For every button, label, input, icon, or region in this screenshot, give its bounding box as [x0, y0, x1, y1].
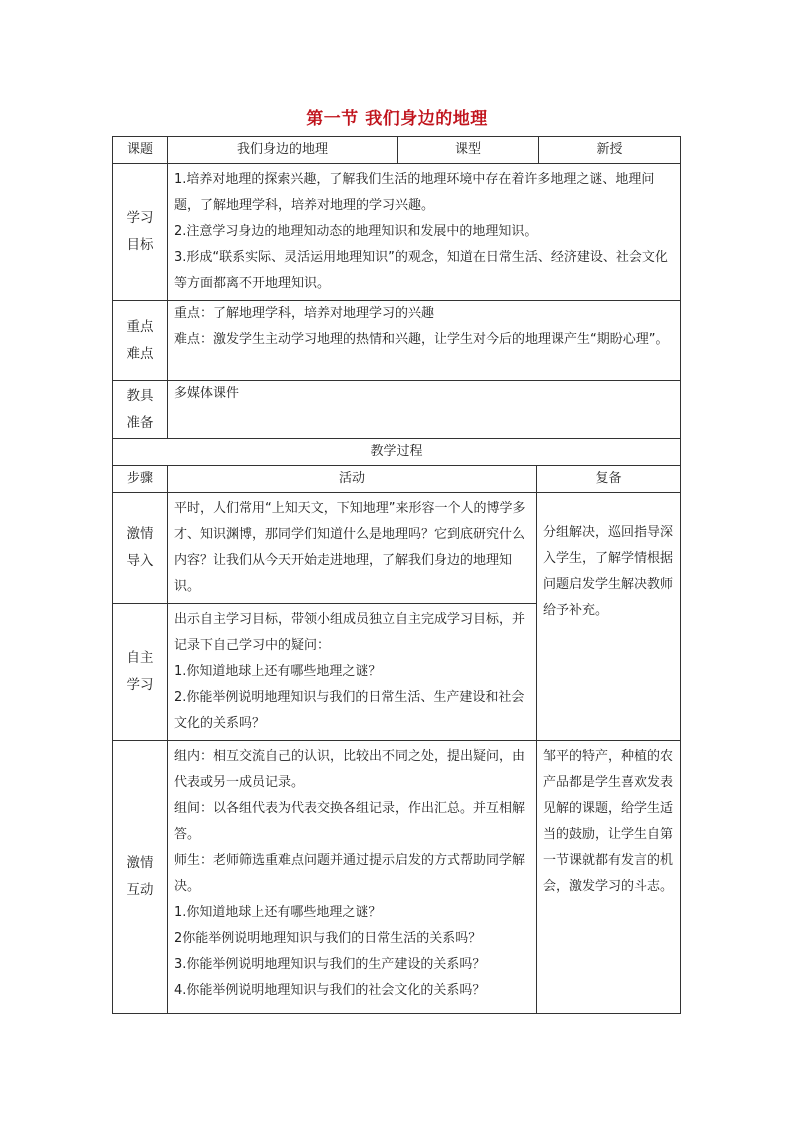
type-label: 课型 [398, 137, 539, 164]
activity-line: 1.你知道地球上还有哪些地理之谜？ [174, 905, 382, 920]
step-activity [168, 604, 537, 741]
keypoints-label: 重点 难点 [113, 301, 168, 381]
keypoint-item: 难点：激发学生主动学习地理的热情和兴趣，让学生对今后的地理课产生“期盼心理”。 [174, 332, 669, 347]
topic-label: 课题 [113, 137, 168, 164]
step-activity [168, 741, 537, 1014]
step-label: 激情 互动 [113, 741, 168, 1014]
tools-content: 多媒体课件 [168, 381, 681, 439]
activity-line: 组内：相互交流自己的认识，比较出不同之处，提出疑问，由代表或另一成员记录。 [174, 749, 526, 790]
goals-content [168, 164, 681, 301]
keypoints-content [168, 301, 681, 381]
process-heading: 教学过程 [113, 439, 681, 466]
col-note-header: 复备 [537, 466, 681, 493]
goal-item: 3.形成“联系实际、灵活运用地理知识”的观念，知道在日常生活、经济建设、社会文化等方面都离不开地理知识。 [174, 250, 668, 291]
col-activity-header: 活动 [168, 466, 537, 493]
col-step-header: 步骤 [113, 466, 168, 493]
page-title: 第一节 我们身边的地理 [306, 109, 488, 129]
type-value: 新授 [539, 137, 681, 164]
goals-label: 学习 目标 [113, 164, 168, 301]
activity-line: 2你能举例说明地理知识与我们的日常生活的关系吗？ [174, 931, 482, 946]
keypoint-item: 重点：了解地理学科，培养对地理学习的兴趣 [174, 306, 435, 321]
goal-item: 1.培养对地理的探索兴趣，了解我们生活的地理环境中存在着许多地理之谜、地理问题，了解地理学科，培养对地理的学习兴趣。 [174, 172, 655, 213]
activity-line: 4.你能举例说明地理知识与我们的社会文化的关系吗？ [174, 983, 486, 998]
activity-line: 师生：老师筛选重难点问题并通过提示启发的方式帮助同学解决。 [174, 853, 526, 894]
lesson-plan-table [112, 136, 681, 1014]
step-note: 邹平的特产，种植的农产品都是学生喜欢发表见解的课题，给学生适当的鼓励，让学生自第一节课就都有发言的机会，激发学习的斗志。 [537, 741, 681, 1014]
goal-item: 2.注意学习身边的地理知动态的地理知识和发展中的地理知识。 [174, 224, 538, 239]
activity-line: 出示自主学习目标，带领小组成员独立自主完成学习目标，并记录下自己学习中的疑问： [174, 612, 526, 653]
activity-line: 组间：以各组代表为代表交换各组记录，作出汇总。并互相解答。 [174, 801, 526, 842]
activity-line: 3.你能举例说明地理知识与我们的生产建设的关系吗？ [174, 957, 486, 972]
topic-value: 我们身边的地理 [168, 137, 398, 164]
tools-label: 教具 准备 [113, 381, 168, 439]
activity-line: 平时，人们常用“上知天文，下知地理”来形容一个人的博学多才、知识渊博，那同学们知道什么是地理吗？它到底研究什么内容？让我们从今天开始走进地理，了解我们身边的地理知识。 [174, 501, 526, 594]
step-label: 自主 学习 [113, 604, 168, 741]
activity-line: 1.你知道地球上还有哪些地理之谜？ [174, 664, 382, 679]
step-label: 激情 导入 [113, 493, 168, 604]
step-activity [168, 493, 537, 604]
step-note: 分组解决，巡回指导深入学生，了解学情根据问题启发学生解决教师给予补充。 [537, 493, 681, 741]
activity-line: 2.你能举例说明地理知识与我们的日常生活、生产建设和社会文化的关系吗？ [174, 690, 525, 731]
